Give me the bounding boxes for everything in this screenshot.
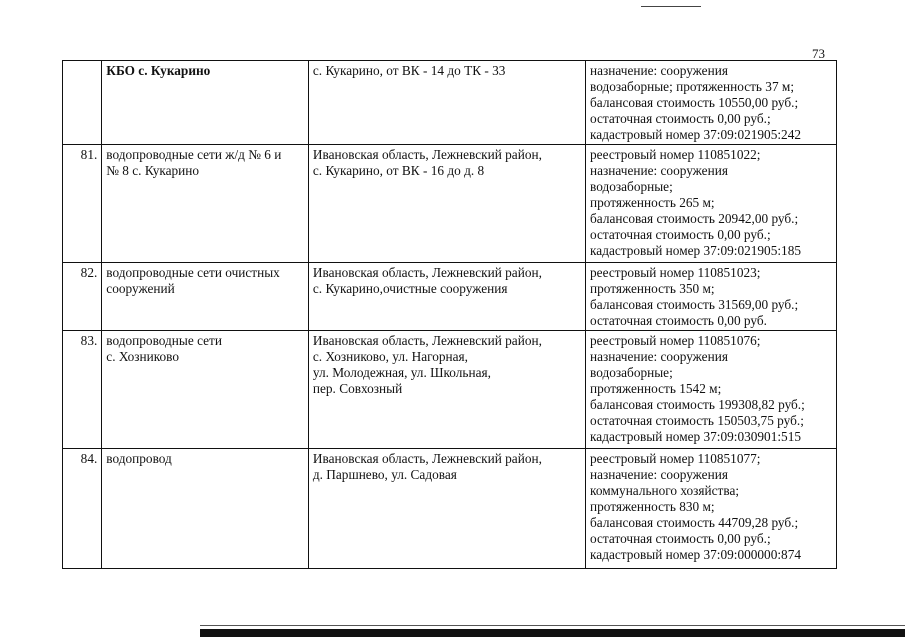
scan-edge-bar — [200, 629, 905, 637]
details-line: кадастровый номер 37:09:021905:242 — [590, 127, 801, 142]
details-line: водозаборные; — [590, 179, 673, 194]
details-line: реестровый номер 110851022; — [590, 147, 761, 162]
row-number: 83. — [63, 331, 102, 449]
details-line: кадастровый номер 37:09:000000:874 — [590, 547, 801, 562]
details-line: протяженность 350 м; — [590, 281, 715, 296]
addr-cell — [308, 61, 585, 145]
object-name-line: сооружений — [106, 281, 175, 296]
name-cell — [102, 61, 309, 145]
details-cell — [586, 449, 837, 569]
details-line: водозаборные; протяженность 37 м; — [590, 79, 795, 94]
details-line: остаточная стоимость 0,00 руб.; — [590, 111, 771, 126]
address-line: с. Кукарино,очистные сооружения — [312, 281, 508, 296]
address-line: пер. Совхозный — [312, 381, 403, 396]
details-line: кадастровый номер 37:09:021905:185 — [590, 243, 801, 258]
details-line: остаточная стоимость 0,00 руб.; — [590, 531, 771, 546]
details-line: балансовая стоимость 199308,82 руб.; — [590, 397, 805, 412]
object-name-line: № 8 с. Кукарино — [106, 163, 200, 178]
addr-cell — [308, 263, 585, 331]
details-line: остаточная стоимость 150503,75 руб.; — [590, 413, 804, 428]
address-line: с. Кукарино, от ВК - 14 до ТК - 33 — [312, 63, 506, 78]
details-line: протяженность 830 м; — [590, 499, 715, 514]
details-line: остаточная стоимость 0,00 руб. — [590, 313, 767, 328]
page-number: 73 — [812, 46, 825, 61]
registry-body — [63, 61, 837, 569]
details-line: протяженность 1542 м; — [590, 381, 722, 396]
details-cell — [586, 331, 837, 449]
details-line: балансовая стоимость 44709,28 руб.; — [590, 515, 799, 530]
object-name-line: водопроводные сети — [106, 333, 222, 348]
details-line: протяженность 265 м; — [590, 195, 715, 210]
details-line: назначение: сооружения — [590, 63, 728, 78]
addr-cell — [308, 145, 585, 263]
name-cell — [102, 331, 309, 449]
property-registry-table — [62, 60, 837, 569]
table-row — [63, 263, 837, 331]
details-line: балансовая стоимость 31569,00 руб.; — [590, 297, 799, 312]
details-line: коммунального хозяйства; — [590, 483, 740, 498]
details-line: остаточная стоимость 0,00 руб.; — [590, 227, 771, 242]
table-row — [63, 331, 837, 449]
table-row — [63, 145, 837, 263]
details-line: назначение: сооружения — [590, 163, 728, 178]
table-row — [63, 61, 837, 145]
address-line: ул. Молодежная, ул. Школьная, — [312, 365, 491, 380]
details-line: реестровый номер 110851076; — [590, 333, 761, 348]
scan-edge-line — [200, 625, 905, 626]
details-line: реестровый номер 110851023; — [590, 265, 761, 280]
details-line: балансовая стоимость 20942,00 руб.; — [590, 211, 799, 226]
address-line: Ивановская область, Лежневский район, — [312, 451, 542, 466]
details-cell — [586, 263, 837, 331]
address-line: с. Кукарино, от ВК - 16 до д. 8 — [312, 163, 485, 178]
address-line: Ивановская область, Лежневский район, — [312, 333, 542, 348]
object-name-line: с. Хозниково — [106, 349, 180, 364]
address-line: Ивановская область, Лежневский район, — [312, 147, 542, 162]
details-line: назначение: сооружения — [590, 349, 728, 364]
details-line: кадастровый номер 37:09:030901:515 — [590, 429, 801, 444]
details-line: назначение: сооружения — [590, 467, 728, 482]
object-name-line: водопроводные сети очистных — [106, 265, 280, 280]
row-number — [63, 61, 102, 145]
address-line: Ивановская область, Лежневский район, — [312, 265, 542, 280]
name-cell — [102, 145, 309, 263]
details-line: реестровый номер 110851077; — [590, 451, 761, 466]
address-line: д. Паршнево, ул. Садовая — [312, 467, 457, 482]
name-cell — [102, 449, 309, 569]
object-name-line: водопровод — [106, 451, 172, 466]
details-cell — [586, 145, 837, 263]
object-name-line: водопроводные сети ж/д № 6 и — [106, 147, 282, 162]
name-cell — [102, 263, 309, 331]
object-name-line: КБО с. Кукарино — [106, 63, 211, 78]
details-cell — [586, 61, 837, 145]
details-line: балансовая стоимость 10550,00 руб.; — [590, 95, 799, 110]
row-number: 81. — [63, 145, 102, 263]
table-row — [63, 449, 837, 569]
address-line: с. Хозниково, ул. Нагорная, — [312, 349, 468, 364]
details-line: водозаборные; — [590, 365, 673, 380]
addr-cell — [308, 331, 585, 449]
addr-cell — [308, 449, 585, 569]
top-rule — [641, 6, 701, 7]
row-number: 84. — [63, 449, 102, 569]
row-number: 82. — [63, 263, 102, 331]
